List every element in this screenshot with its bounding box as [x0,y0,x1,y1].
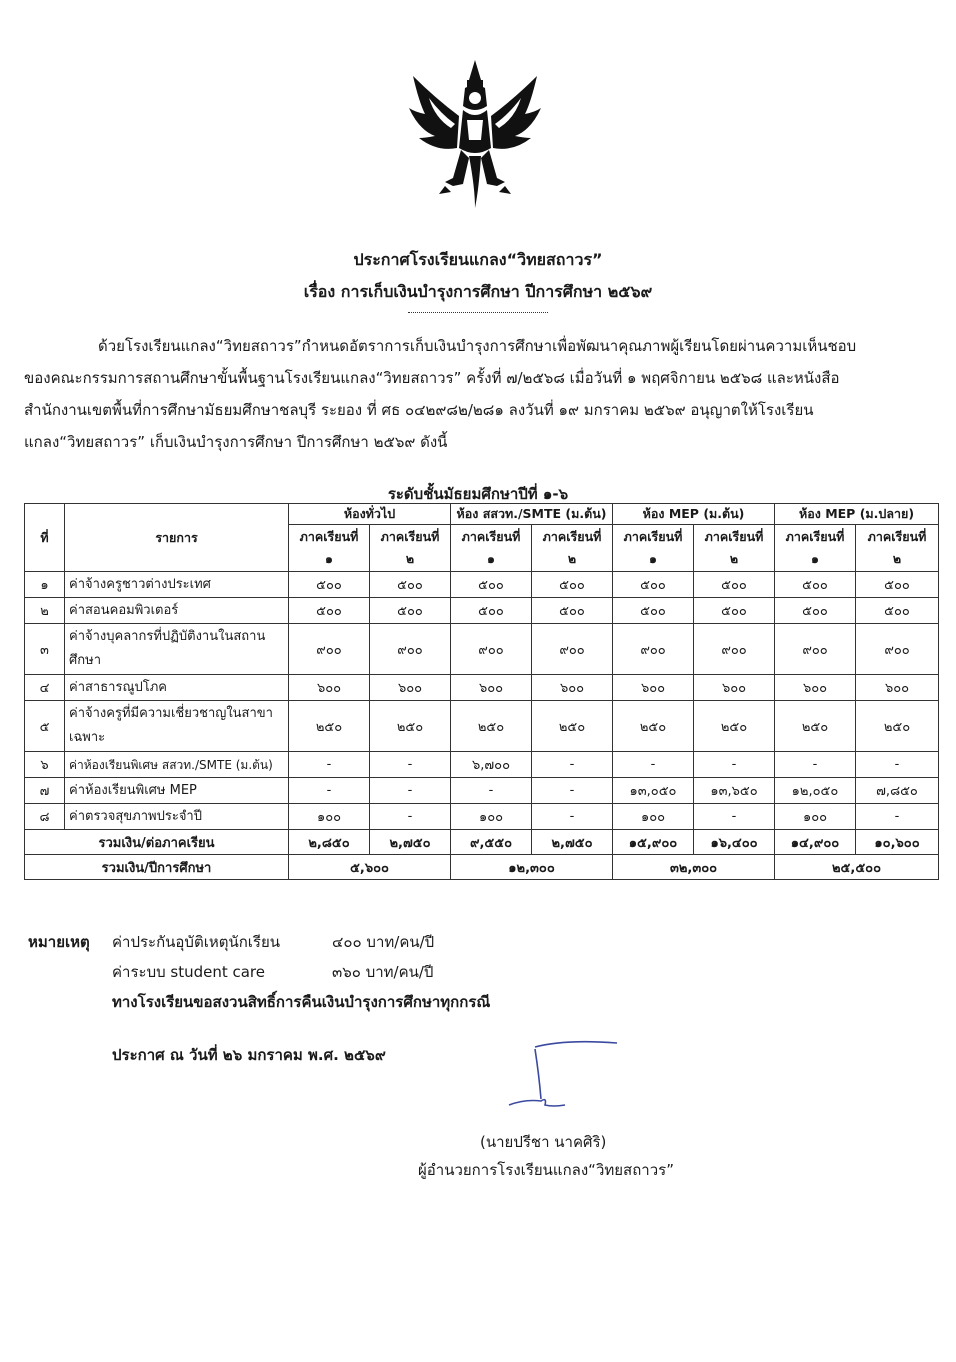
fee-cell: ๕๐๐ [532,598,613,624]
garuda-emblem-icon [405,58,545,218]
fee-cell: ๖๐๐ [451,675,532,701]
fee-cell: ๙๐๐ [289,624,370,675]
term-header: ภาคเรียนที่ ๒ [370,525,451,572]
total-year-cell: ๓๒,๓๐๐ [613,855,775,880]
fee-cell: - [370,778,451,804]
fee-cell: ๑๐๐ [775,804,856,830]
group-header: ห้องทั่วไป [289,504,451,525]
total-year-cell: ๕,๖๐๐ [289,855,451,880]
group-header: ห้อง สสวท./SMTE (ม.ต้น) [451,504,613,525]
row-number: ๔ [25,675,65,701]
fee-cell: ๑๐๐ [451,804,532,830]
fee-cell: ๑๓,๐๕๐ [613,778,694,804]
col-item-header: รายการ [65,504,289,572]
total-term-cell: ๑๐,๖๐๐ [856,830,939,855]
fee-cell: ๕๐๐ [856,598,939,624]
fee-cell: - [370,752,451,778]
term-header: ภาคเรียนที่ ๑ [775,525,856,572]
col-no-header: ที่ [25,504,65,572]
fee-cell: ๕๐๐ [370,598,451,624]
fee-cell: - [289,778,370,804]
announcement-title: ประกาศโรงเรียนแกลง“วิทยสถาวร” [353,250,603,269]
fee-cell: ๖๐๐ [613,675,694,701]
term-header: ภาคเรียนที่ ๒ [532,525,613,572]
row-item: ค่าห้องเรียนพิเศษ สสวท./SMTE (ม.ต้น) [65,752,289,778]
fee-cell: ๖๐๐ [694,675,775,701]
fee-cell: ๕๐๐ [532,572,613,598]
fee-cell: ๕๐๐ [451,572,532,598]
fee-cell: ๙๐๐ [694,624,775,675]
total-term-cell: ๒,๘๕๐ [289,830,370,855]
fee-cell: - [694,752,775,778]
fee-cell: - [532,752,613,778]
refund-note: ทางโรงเรียนขอสงวนสิทธิ์การคืนเงินบำรุงการศึกษาทุกกรณี [112,993,491,1011]
insurance-value: ๔๐๐ บาท/คน/ปี [332,933,435,951]
signature-icon [505,1035,620,1115]
fee-cell: ๒๕๐ [532,701,613,752]
row-number: ๘ [25,804,65,830]
fee-cell: ๙๐๐ [370,624,451,675]
term-header: ภาคเรียนที่ ๒ [856,525,939,572]
row-item: ค่าสอนคอมพิวเตอร์ [65,598,289,624]
fee-cell: ๕๐๐ [289,572,370,598]
fee-cell: ๕๐๐ [775,598,856,624]
fee-cell: - [694,804,775,830]
total-term-cell: ๑๕,๙๐๐ [613,830,694,855]
row-item: ค่าจ้างครูที่มีความเชี่ยวชาญในสาขาเฉพาะ [65,701,289,752]
table-row [25,598,939,624]
fee-cell: ๒๕๐ [370,701,451,752]
fee-cell: ๖๐๐ [775,675,856,701]
total-term-row [25,830,939,855]
dotted-divider [408,312,548,313]
row-number: ๗ [25,778,65,804]
row-number: ๒ [25,598,65,624]
table-row [25,778,939,804]
row-number: ๖ [25,752,65,778]
fee-cell: ๖,๗๐๐ [451,752,532,778]
fee-cell: - [451,778,532,804]
fee-cell: ๒๕๐ [856,701,939,752]
body-line-4: แกลง“วิทยสถาวร” เก็บเงินบำรุงการศึกษา ปีการศึกษา ๒๕๖๙ ดังนี้ [24,433,448,451]
row-item: ค่าตรวจสุขภาพประจำปี [65,804,289,830]
fee-cell: - [856,752,939,778]
fee-cell: - [613,752,694,778]
insurance-label: ค่าประกันอุบัติเหตุนักเรียน [112,933,281,951]
fee-cell: - [856,804,939,830]
body-line-1: ด้วยโรงเรียนแกลง“วิทยสถาวร”กำหนดอัตราการเก็บเงินบำรุงการศึกษาเพื่อพัฒนาคุณภาพผู้เรียนโดยผ่านความเห็นชอบ [98,337,857,355]
notes-label: หมายเหตุ [28,933,90,951]
fee-cell: ๖๐๐ [370,675,451,701]
table-row [25,804,939,830]
total-year-row [25,855,939,880]
fee-cell: ๕๐๐ [613,598,694,624]
fee-cell: - [532,778,613,804]
fee-cell: ๙๐๐ [613,624,694,675]
row-number: ๓ [25,624,65,675]
fee-cell: - [775,752,856,778]
body-paragraph [24,330,916,458]
fee-cell: ๕๐๐ [775,572,856,598]
total-term-cell: ๑๔,๙๐๐ [775,830,856,855]
signer-position: ผู้อำนวยการโรงเรียนแกลง“วิทยสถาวร” [418,1161,674,1179]
fee-cell: ๕๐๐ [613,572,694,598]
total-year-cell: ๑๒,๓๐๐ [451,855,613,880]
fee-cell: ๙๐๐ [856,624,939,675]
fee-cell: ๕๐๐ [856,572,939,598]
table-row [25,752,939,778]
total-term-cell: ๙,๕๕๐ [451,830,532,855]
fee-cell: ๒๕๐ [613,701,694,752]
fee-cell: ๕๐๐ [451,598,532,624]
term-header: ภาคเรียนที่ ๑ [451,525,532,572]
care-value: ๓๖๐ บาท/คน/ปี [332,963,434,981]
fee-cell: - [370,804,451,830]
fee-table [24,503,939,880]
fee-cell: - [289,752,370,778]
fee-cell: ๑๐๐ [613,804,694,830]
fee-cell: ๕๐๐ [694,572,775,598]
table-row [25,701,939,752]
fee-cell: ๖๐๐ [289,675,370,701]
row-item: ค่าจ้างครูชาวต่างประเทศ [65,572,289,598]
term-header: ภาคเรียนที่ ๑ [613,525,694,572]
row-item: ค่าจ้างบุคลากรที่ปฏิบัติงานในสถานศึกษา [65,624,289,675]
body-line-2: ของคณะกรรมการสถานศึกษาขั้นพื้นฐานโรงเรียนแกลง“วิทยสถาวร” ครั้งที่ ๗/๒๕๖๘ เมื่อวันที่ ๑ พฤศจิกายน ๒๕๖๘ และหนังสือ [24,369,840,387]
table-row [25,572,939,598]
total-year-label: รวมเงิน/ปีการศึกษา [25,855,289,880]
row-item: ค่าสาธารณูปโภค [65,675,289,701]
fee-cell: ๒๕๐ [694,701,775,752]
fee-cell: ๗,๘๕๐ [856,778,939,804]
announcement-subject: เรื่อง การเก็บเงินบำรุงการศึกษา ปีการศึกษา ๒๕๖๙ [303,282,653,301]
row-number: ๕ [25,701,65,752]
row-number: ๑ [25,572,65,598]
total-term-cell: ๒,๗๕๐ [532,830,613,855]
total-term-label: รวมเงิน/ต่อภาคเรียน [25,830,289,855]
fee-cell: ๕๐๐ [370,572,451,598]
fee-cell: ๑๒,๐๕๐ [775,778,856,804]
term-header: ภาคเรียนที่ ๒ [694,525,775,572]
notes-section [28,927,490,1017]
fee-cell: ๒๕๐ [451,701,532,752]
total-term-cell: ๒,๗๕๐ [370,830,451,855]
body-line-3: สำนักงานเขตพื้นที่การศึกษามัธยมศึกษาชลบุรี ระยอง ที่ ศธ ๐๔๒๙๘๒/๒๘๑ ลงวันที่ ๑๙ มกราคม ๒๕๖๙ อนุญาตให้โรงเรียน [24,401,814,419]
signer-name: (นายปรีชา นาคศิริ) [480,1133,607,1151]
care-label: ค่าระบบ student care [112,963,265,981]
term-header: ภาคเรียนที่ ๑ [289,525,370,572]
fee-cell: ๙๐๐ [775,624,856,675]
table-caption: ระดับชั้นมัธยมศึกษาปีที่ ๑-๖ [387,485,569,503]
fee-cell: ๙๐๐ [532,624,613,675]
fee-cell: ๕๐๐ [289,598,370,624]
header-row-groups [25,504,939,525]
total-term-cell: ๑๖,๔๐๐ [694,830,775,855]
fee-cell: ๑๓,๖๕๐ [694,778,775,804]
total-year-cell: ๒๕,๕๐๐ [775,855,939,880]
fee-cell: ๙๐๐ [451,624,532,675]
table-row [25,624,939,675]
fee-cell: ๒๕๐ [775,701,856,752]
group-header: ห้อง MEP (ม.ปลาย) [775,504,939,525]
fee-cell: ๒๕๐ [289,701,370,752]
fee-cell: ๕๐๐ [694,598,775,624]
group-header: ห้อง MEP (ม.ต้น) [613,504,775,525]
fee-cell: ๖๐๐ [856,675,939,701]
row-item: ค่าห้องเรียนพิเศษ MEP [65,778,289,804]
fee-cell: ๑๐๐ [289,804,370,830]
announce-date: ประกาศ ณ วันที่ ๒๖ มกราคม พ.ศ. ๒๕๖๙ [112,1046,386,1064]
fee-cell: ๖๐๐ [532,675,613,701]
fee-cell: - [532,804,613,830]
table-row [25,675,939,701]
